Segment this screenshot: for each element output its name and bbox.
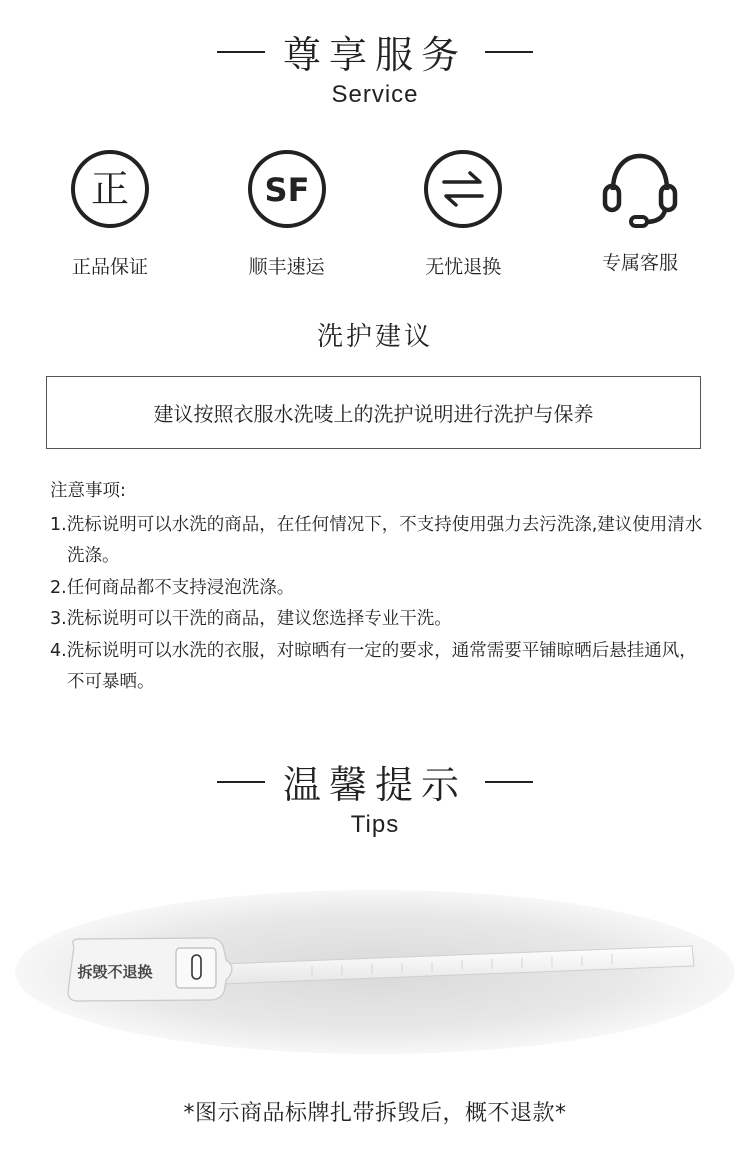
sf-express-icon bbox=[246, 148, 328, 230]
service-subtitle: Service bbox=[331, 81, 419, 108]
service-list bbox=[22, 148, 728, 279]
care-advice-box bbox=[46, 376, 701, 449]
tips-caption: *图示商品标牌扎带拆毁后，概不退款* bbox=[183, 1101, 567, 1126]
headset-icon bbox=[599, 148, 681, 230]
note-item: 2.任何商品都不支持浸泡洗涤。 bbox=[50, 577, 295, 598]
service-label-genuine: 正品保证 bbox=[71, 256, 148, 278]
tag-illustration bbox=[12, 888, 738, 1056]
tag-lock-slot bbox=[192, 955, 201, 979]
service-item-genuine bbox=[22, 148, 198, 279]
care-advice-text: 建议按照衣服水洗唛上的洗护说明进行洗护与保养 bbox=[153, 402, 594, 426]
exchange-arrows-icon bbox=[422, 148, 504, 230]
note-item: 3.洗标说明可以干洗的商品，建议您选择专业干洗。 bbox=[50, 609, 452, 629]
sf-glyph: SF bbox=[264, 171, 310, 209]
notes-title: 注意事项: bbox=[50, 481, 126, 501]
service-item-support bbox=[552, 148, 728, 279]
heading-rule-right bbox=[485, 781, 533, 783]
care-notes bbox=[50, 476, 710, 699]
service-item-sf bbox=[199, 148, 375, 279]
tips-title: 温馨提示 bbox=[282, 763, 467, 807]
genuine-icon bbox=[69, 148, 151, 230]
genuine-glyph: 正 bbox=[90, 167, 130, 211]
note-item: 4.洗标说明可以水洗的衣服，对晾晒有一定的要求，通常需要平铺晾晒后悬挂通风，不可暴晒。 bbox=[50, 640, 697, 692]
heading-rule-right bbox=[485, 51, 533, 53]
service-label-support: 专属客服 bbox=[601, 252, 678, 274]
service-item-exchange bbox=[375, 148, 551, 279]
service-title: 尊享服务 bbox=[282, 33, 467, 77]
care-title: 洗护建议 bbox=[316, 322, 433, 352]
tips-subtitle: Tips bbox=[350, 811, 400, 838]
note-item: 1.洗标说明可以水洗的商品，在任何情况下，不支持使用强力去污洗涤,建议使用清水洗涤。 bbox=[50, 514, 703, 566]
heading-rule-left bbox=[217, 51, 265, 53]
service-label-sf: 顺丰速运 bbox=[248, 256, 325, 278]
service-label-exchange: 无忧退换 bbox=[425, 256, 502, 278]
service-heading bbox=[0, 24, 750, 109]
tips-heading bbox=[0, 754, 750, 839]
tag-label: 拆毁不退换 bbox=[77, 963, 153, 981]
heading-rule-left bbox=[217, 781, 265, 783]
